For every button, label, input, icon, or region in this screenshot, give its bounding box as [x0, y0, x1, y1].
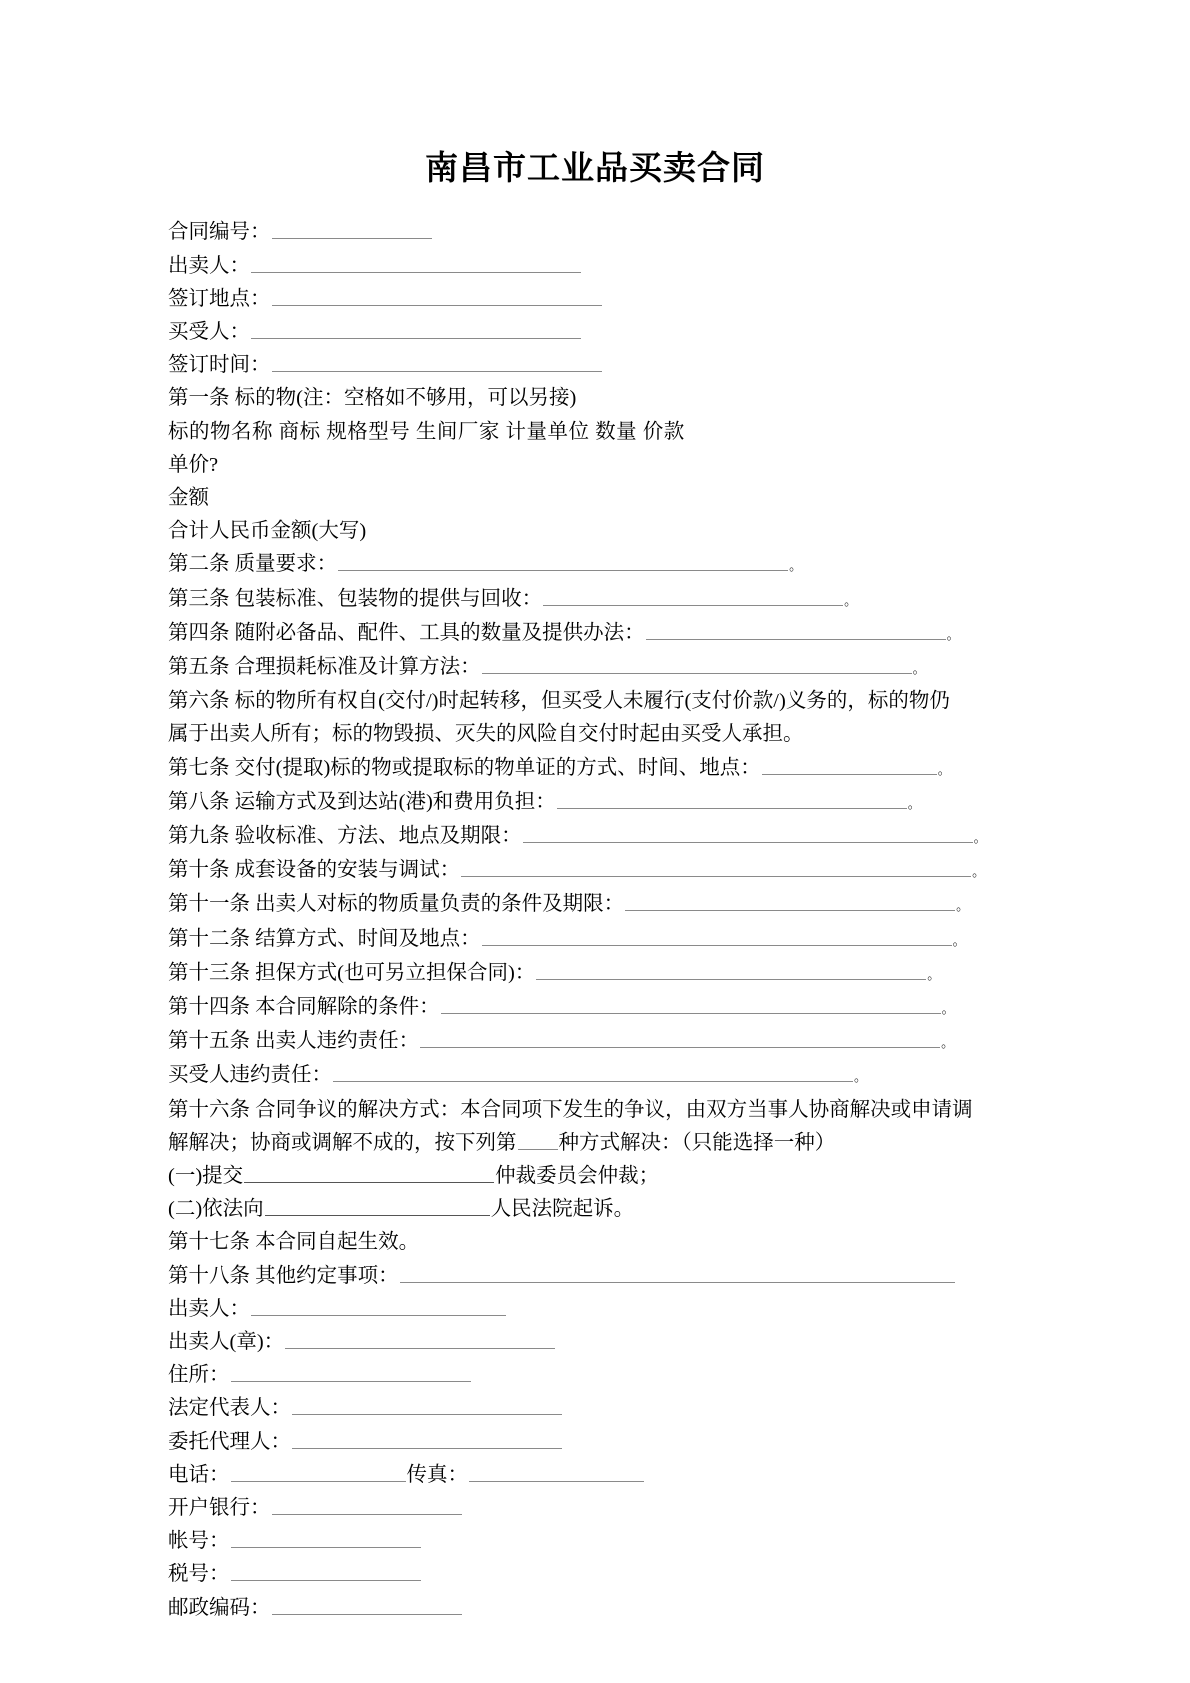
clause-label: 第四条 随附必备品、配件、工具的数量及提供办法：	[168, 621, 645, 644]
clause-label: 第十三条 担保方式(也可另立担保合同)：	[168, 961, 536, 984]
clause-blank[interactable]	[536, 962, 926, 980]
clause-1-table-header: 标的物名称 商标 规格型号 生间厂家 计量单位 数量 价款	[168, 420, 685, 443]
clause-blank[interactable]	[333, 1064, 853, 1082]
field-signing-time	[168, 349, 978, 382]
sig-field-phone-fax	[168, 1459, 978, 1492]
field-label: 出卖人：	[168, 1297, 250, 1320]
field-blank[interactable]	[272, 288, 602, 306]
clause-label: 第十五条 出卖人违约责任：	[168, 1030, 420, 1053]
clause-period: 。	[907, 795, 921, 811]
clause-7	[168, 752, 978, 786]
clause-period: 。	[941, 1035, 955, 1051]
sig-field-seller-seal	[168, 1326, 978, 1359]
fax-label: 传真：	[406, 1463, 468, 1486]
sig-field-bank	[168, 1492, 978, 1525]
clause-17: 第十七条 本合同自起生效。	[168, 1231, 420, 1254]
field-label: 出卖人(章)：	[168, 1331, 285, 1353]
clause-blank[interactable]	[543, 588, 843, 606]
clause-period: 。	[952, 932, 966, 948]
clause-1-row-amount: 金额	[168, 486, 209, 509]
clause-label: 第三条 包装标准、包装物的提供与回收：	[168, 587, 543, 610]
field-label: 出卖人：	[168, 254, 250, 277]
field-blank[interactable]	[251, 321, 581, 339]
clause-period: 。	[956, 898, 970, 914]
field-label: 合同编号：	[168, 221, 271, 244]
clause-blank[interactable]	[461, 859, 971, 877]
sig-field-account-number	[168, 1525, 978, 1558]
clause-period: 。	[844, 592, 858, 608]
field-blank[interactable]	[285, 1331, 555, 1349]
field-blank[interactable]	[272, 1497, 462, 1515]
field-label: 买受人：	[168, 320, 250, 343]
option-1-prefix: (一)提交	[168, 1164, 244, 1187]
clause-label: 第十一条 出卖人对标的物质量负责的条件及期限：	[168, 893, 625, 916]
clause-blank[interactable]	[420, 1030, 940, 1048]
field-label: 住所：	[168, 1364, 230, 1387]
field-seller	[168, 250, 978, 283]
clause-period: 。	[789, 558, 803, 574]
clause-buyer-liability	[168, 1059, 978, 1093]
sig-field-tax-number	[168, 1558, 978, 1591]
field-blank[interactable]	[231, 1364, 471, 1382]
clause-18	[168, 1260, 978, 1293]
field-blank[interactable]	[251, 1298, 506, 1316]
clause-label: 第十四条 本合同解除的条件：	[168, 995, 440, 1018]
clause-1-row-total: 合计人民币金额(大写)	[168, 520, 367, 543]
clause-label: 第七条 交付(提取)标的物或提取标的物单证的方式、时间、地点：	[168, 756, 761, 779]
clause-blank[interactable]	[646, 622, 946, 640]
field-blank[interactable]	[272, 1597, 462, 1615]
clause-period: 。	[973, 829, 987, 845]
sig-field-legal-representative	[168, 1392, 978, 1425]
clause-label: 第九条 验收标准、方法、地点及期限：	[168, 824, 522, 847]
header-fields-group	[168, 216, 978, 382]
contract-body	[0, 216, 1190, 1625]
field-blank[interactable]	[251, 255, 581, 273]
dispute-method-blank[interactable]	[518, 1132, 558, 1150]
clause-12	[168, 923, 978, 957]
sig-field-authorized-agent	[168, 1426, 978, 1459]
field-label: 税号：	[168, 1563, 230, 1586]
sig-field-seller	[168, 1293, 978, 1326]
clause-9	[168, 820, 987, 854]
field-blank[interactable]	[292, 1397, 562, 1415]
clause-period: 。	[854, 1069, 868, 1085]
sig-field-address	[168, 1359, 978, 1392]
field-blank[interactable]	[292, 1431, 562, 1449]
clause-blank[interactable]	[441, 996, 941, 1014]
clause-16-prefix: 解解决；协商或调解不成的，按下列第	[168, 1131, 517, 1154]
field-blank[interactable]	[231, 1563, 421, 1581]
field-label: 签订地点：	[168, 287, 271, 310]
option-1-suffix: 仲裁委员会仲裁；	[495, 1164, 660, 1187]
field-label: 帐号：	[168, 1530, 230, 1553]
clause-1-row-unit-price: 单价?	[168, 453, 219, 476]
field-blank[interactable]	[272, 354, 602, 372]
clause-blank[interactable]	[523, 825, 973, 843]
clause-period: 。	[972, 864, 986, 880]
clause-period: 。	[927, 966, 941, 982]
clause-blank[interactable]	[625, 893, 955, 911]
clause-5	[168, 651, 978, 685]
sig-field-postal-code	[168, 1592, 978, 1625]
clause-blank[interactable]	[338, 553, 788, 571]
clause-label: 第八条 运输方式及到达站(港)和费用负担：	[168, 790, 556, 813]
clause-label: 第十二条 结算方式、时间及地点：	[168, 927, 481, 950]
clause-blank[interactable]	[762, 757, 937, 775]
clause-11	[168, 888, 978, 922]
clause-blank[interactable]	[557, 791, 907, 809]
clause-label: 第二条 质量要求：	[168, 553, 338, 576]
arbitration-committee-blank[interactable]	[244, 1165, 494, 1183]
option-2-suffix: 人民法院起诉。	[490, 1198, 635, 1221]
fax-blank[interactable]	[469, 1464, 644, 1482]
clause-16-option-2	[168, 1193, 978, 1226]
clause-period: 。	[946, 626, 960, 642]
clause-period: 。	[937, 761, 951, 777]
clause-3	[168, 583, 978, 617]
clause-16-suffix: 种方式解决：（只能选择一种）	[558, 1131, 836, 1154]
field-blank[interactable]	[231, 1530, 421, 1548]
clause-16-line-1: 第十六条 合同争议的解决方式：本合同项下发生的争议，由双方当事人协商解决或申请调	[168, 1098, 973, 1121]
field-label: 签订时间：	[168, 354, 271, 377]
clause-8	[168, 786, 978, 820]
clause-period: 。	[912, 660, 926, 676]
clause-blank[interactable]	[482, 928, 952, 946]
clause-label: 第十八条 其他约定事项：	[168, 1264, 399, 1287]
clause-period: 。	[941, 1000, 955, 1016]
clause-6-line-1: 第六条 标的物所有权自(交付/)时起转移，但买受人未履行(支付价款/)义务的，标的物仍	[168, 690, 950, 713]
clause-13	[168, 957, 978, 991]
clause-label: 第五条 合理损耗标准及计算方法：	[168, 655, 481, 678]
field-label: 开户银行：	[168, 1497, 271, 1520]
clause-10	[168, 854, 986, 888]
field-blank[interactable]	[272, 221, 432, 239]
court-blank[interactable]	[265, 1198, 490, 1216]
page-title: 南昌市工业品买卖合同	[425, 148, 765, 187]
clause-2	[168, 548, 978, 582]
field-label: 委托代理人：	[168, 1430, 291, 1453]
phone-label: 电话：	[168, 1463, 230, 1486]
clause-16-line-2	[168, 1127, 978, 1160]
clause-label: 第十条 成套设备的安装与调试：	[168, 859, 461, 882]
clause-6-line-2: 属于出卖人所有；标的物毁损、灭失的风险自交付时起由买受人承担。	[168, 723, 804, 746]
option-2-prefix: (二)依法向	[168, 1198, 264, 1221]
clause-blank[interactable]	[482, 656, 912, 674]
clause-label: 买受人违约责任：	[168, 1064, 332, 1087]
field-label: 邮政编码：	[168, 1596, 271, 1619]
clause-15	[168, 1025, 978, 1059]
field-contract-number	[168, 216, 978, 249]
field-label: 法定代表人：	[168, 1397, 291, 1420]
clause-blank[interactable]	[400, 1265, 955, 1283]
clause-1-heading: 第一条 标的物(注：空格如不够用，可以另接)	[168, 387, 577, 410]
clause-14	[168, 991, 978, 1025]
field-buyer	[168, 316, 978, 349]
phone-blank[interactable]	[231, 1464, 406, 1482]
clause-16-option-1	[168, 1160, 978, 1193]
field-signing-place	[168, 283, 978, 316]
clause-4	[168, 617, 978, 651]
